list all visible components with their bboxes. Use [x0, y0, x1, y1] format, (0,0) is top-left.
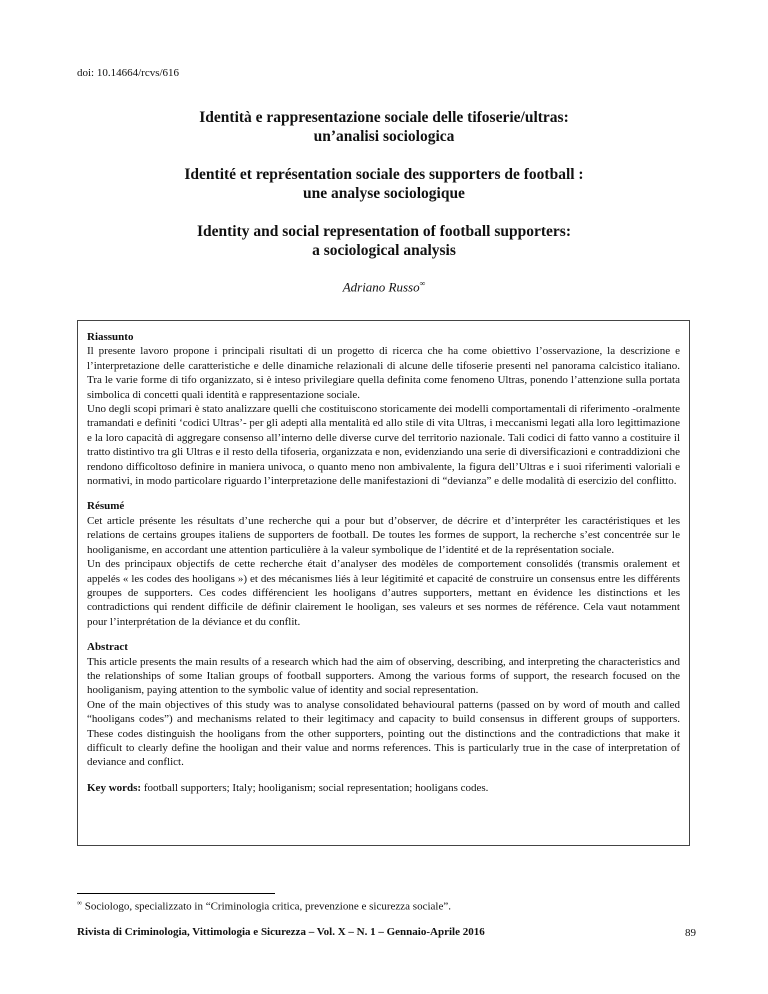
- abstract-paragraph-1: This article presents the main results of a research which had the aim of observing, describing, and interpreting the characteristics and the relationships of some Italian groups of football supporters. Among the various forms of support, the research focused on the hooliganism, paying attention to the symbolic value of identity and social representation.: [87, 655, 680, 697]
- resume-paragraph-2: Un des principaux objectifs de cette recherche était d’analyser des modèles de comportement consolidés (transmis oralement et appelés « les codes des hooligans ») et des mécanismes liés à leur légitimité et capacité de construire un consensus entre les différents groupes de supporters. Ces codes différencient les hooligans d’autres supporters, mettant en évidence les distinctions et les contradictions qui rendent difficile de définir clairement le hooligan, ses valeurs et ses normes de référence. Cela vaut notamment pour l’interprétation de la déviance et du conflit.: [87, 558, 680, 628]
- keywords-label: Key words:: [87, 781, 142, 794]
- riassunto-heading: Riassunto: [87, 331, 134, 343]
- title-english-line2: a sociological analysis: [312, 242, 456, 259]
- title-italian-line1: Identità e rappresentazione sociale delle tifoserie/ultras:: [199, 109, 569, 126]
- riassunto-paragraph-1: Il presente lavoro propone i principali risultati di un progetto di ricerca che ha come obiettivo l’osservazione, la descrizione e l’interpretazione delle caratteristiche e delle dinamiche relazionali di alcune delle tifoserie presenti nel panorama calcistico italiano. Tra le varie forme di tifo organizzato, si è inteso privilegiare quella definita come fenomeno Ultras, ponendo l’attenzione sulla portata simbolica di concetti quali identità e rappresentazione sociale.: [87, 345, 680, 401]
- footnote: [77, 899, 451, 913]
- author: [77, 279, 691, 295]
- riassunto-section: [87, 330, 680, 488]
- title-french: [77, 165, 691, 203]
- journal-footer: Rivista di Criminologia, Vittimologia e Sicurezza – Vol. X – N. 1 – Gennaio-Aprile 2016: [77, 926, 485, 938]
- keywords-text: football supporters; Italy; hooliganism; social representation; hooligans codes.: [141, 781, 489, 794]
- title-english: [77, 222, 691, 260]
- author-footnote-mark: ∞: [419, 279, 426, 288]
- author-name: Adriano Russo: [342, 279, 420, 295]
- riassunto-paragraph-2: Uno degli scopi primari è stato analizzare quelli che costituiscono storicamente dei modelli comportamentali di riferimento -oralmente tramandati e definiti ‘codici Ultras’- per gli adepti alla mentalità ed allo stile di vita Ultras, i meccanismi legati alla loro legittimazione e la loro capacità di aggregare consenso all’interno delle diverse curve del territorio nazionale. Tali codici di fatto vanno a costituire il tratto distintivo tra gli Ultras e il resto della tifoseria, organizzata e non, evidenziando una serie di diversificazioni e contraddizioni che rendono difficoltoso definire in maniera univoca, o quanto meno non ambivalente, la figura dell’Ultras e i suoi riferimenti valoriali e normativi, in modo particolare riguardo l’interpretazione delle manifestazioni di “devianza” e delle modalità di esercizio del conflitto.: [87, 403, 680, 488]
- abstract-heading: Abstract: [87, 641, 128, 654]
- footnote-divider: [77, 893, 275, 894]
- title-french-line2: une analyse sociologique: [303, 185, 465, 202]
- title-english-line1: Identity and social representation of football supporters:: [196, 223, 571, 240]
- resume-heading: Résumé: [87, 500, 125, 513]
- footnote-text: Sociologo, specializzato in “Criminologia critica, prevenzione e sicurezza sociale”.: [82, 900, 451, 913]
- footnote-mark: ∞: [77, 899, 82, 907]
- keywords: [87, 781, 680, 795]
- abstract-box: [77, 320, 690, 846]
- title-italian-line2: un’analisi sociologica: [313, 128, 455, 145]
- resume-section: [87, 499, 680, 629]
- title-italian: [77, 108, 691, 146]
- resume-paragraph-1: Cet article présente les résultats d’une recherche qui a pour but d’observer, de décrire et d’interpréter les caractéristiques et les relations de certains groupes italiens de supporters de football. De toutes les formes de support, la recherche s’est concentrée sur le hooliganisme, en accordant une attention particulière à la valeur symbolique de l’identité et de la représentation sociale.: [87, 514, 680, 556]
- page-number: 89: [685, 927, 696, 939]
- doi-line: doi: 10.14664/rcvs/616: [77, 67, 180, 79]
- title-block: [77, 108, 691, 295]
- abstract-paragraph-2: One of the main objectives of this study was to analyse consolidated behavioural patterns (passed on by word of mouth and called “hooligans codes”) and mechanisms related to their legitimacy and capacity to build consensus in different groups of supporters. These codes distinguish the hooligans from the other supporters, pointing out the distinctions and the contradictions that make it difficult to clearly define the hooligan and their value and norms references. This is particularly true in the case of interpretation of deviance and conflict.: [87, 698, 680, 769]
- title-french-line1: Identité et représentation sociale des supporters de football :: [184, 166, 584, 183]
- abstract-section: [87, 640, 680, 770]
